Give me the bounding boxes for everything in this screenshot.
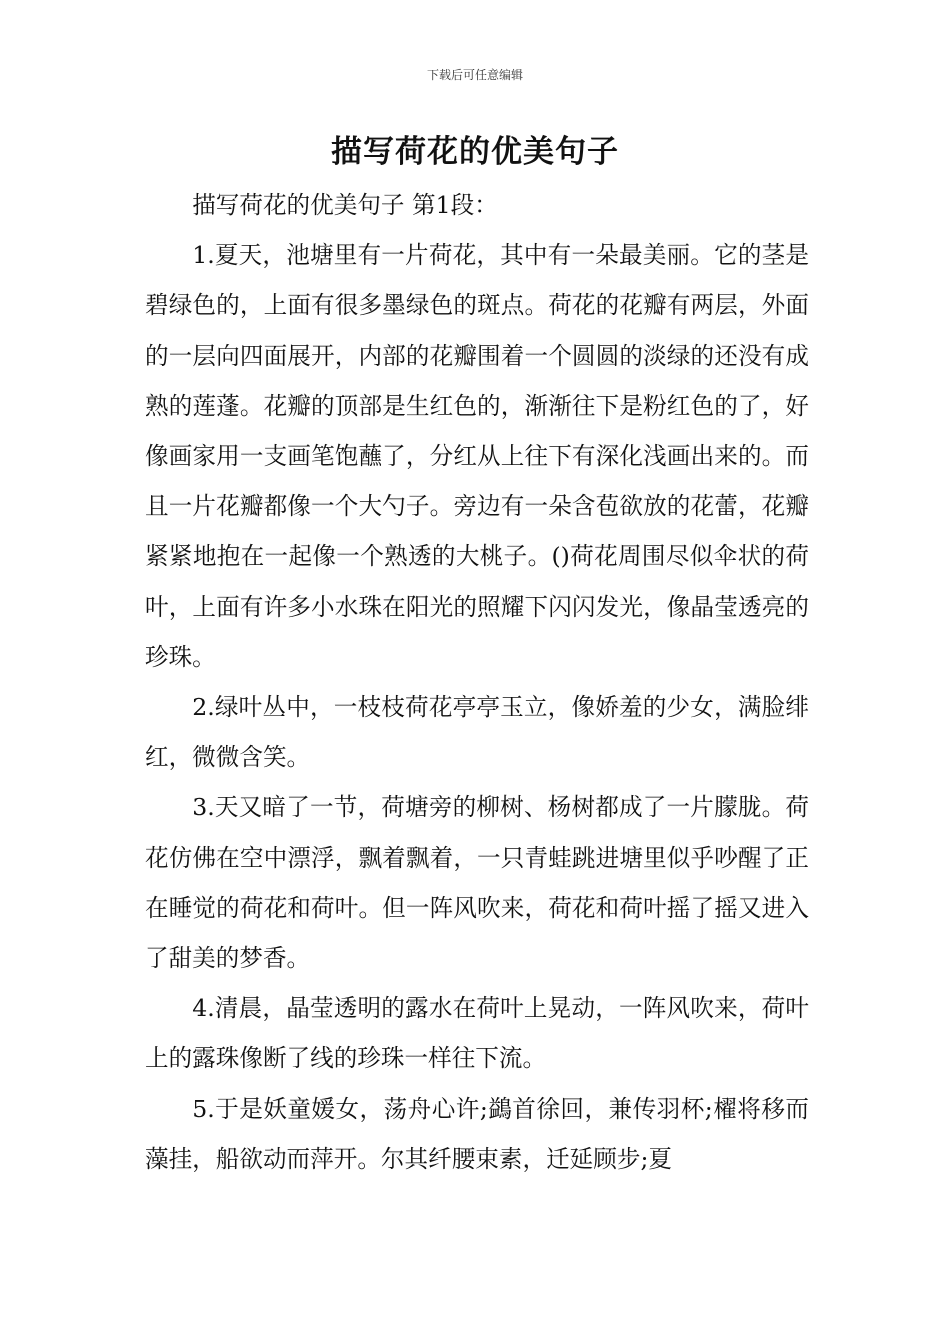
paragraph-2: 2.绿叶丛中，一枝枝荷花亭亭玉立，像娇羞的少女，满脸绯红，微微含笑。 [145, 693, 809, 772]
paragraph-1: 1.夏天，池塘里有一片荷花，其中有一朵最美丽。它的茎是碧绿色的，上面有很多墨绿色的斑点。荷花的花瓣有两层，外面的一层向四面展开，内部的花瓣围着一个圆圆的淡绿的还没有成熟的莲蓬。花瓣的顶部是生红色的，渐渐往下是粉红色的了，好像画家用一支画笔饱蘸了，分红从上往下有深化浅画出来的。而且一片花瓣都像一个大勺子。旁边有一朵含苞欲放的花蕾，花瓣紧紧地抱在一起像一个熟透的大桃子。()荷花周围尽似伞状的荷叶，上面有许多小水珠在阳光的照耀下闪闪发光，像晶莹透亮的珍珠。 [145, 241, 809, 671]
header-note: 下载后可任意编辑 [426, 68, 523, 82]
page-title: 描写荷花的优美句子 [331, 134, 619, 170]
paragraph-3: 3.天又暗了一节，荷塘旁的柳树、杨树都成了一片朦胧。荷花仿佛在空中漂浮，飘着飘着，一只青蛙跳进塘里似乎吵醒了正在睡觉的荷花和荷叶。但一阵风吹来，荷花和荷叶摇了摇又进入了甜美的梦香。 [145, 793, 809, 973]
section-label: 描写荷花的优美句子 第1段： [192, 191, 498, 219]
paragraph-4: 4.清晨，晶莹透明的露水在荷叶上晃动，一阵风吹来，荷叶上的露珠像断了线的珍珠一样往下流。 [145, 994, 809, 1073]
document-body [145, 180, 809, 1184]
paragraph-5: 5.于是妖童媛女，荡舟心许;鷁首徐回，兼传羽杯;櫂将移而藻挂，船欲动而萍开。尔其纤腰束素，迁延顾步;夏 [145, 1094, 809, 1173]
